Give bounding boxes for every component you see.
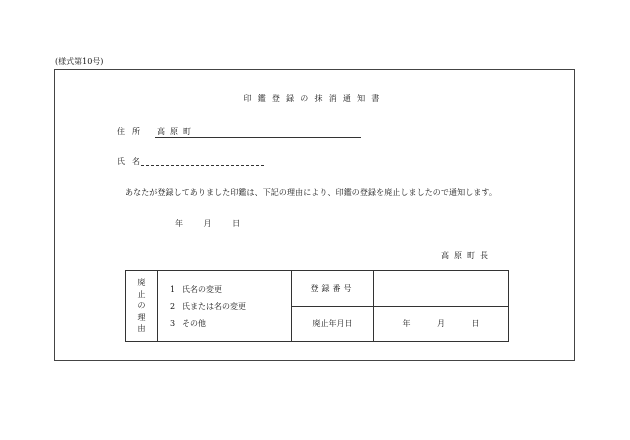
- address-label: 住所: [117, 127, 147, 136]
- registration-number-label: 登録番号: [292, 271, 374, 307]
- reason-item: 3 その他: [170, 318, 206, 328]
- notice-body-text: あなたが登録してありました印鑑は、下記の理由により、印鑑の登録を廃止しましたので通知します。: [125, 188, 497, 197]
- reason-list: [158, 271, 292, 342]
- name-underline: [141, 165, 264, 166]
- document-title: 印鑑登録の抹消通知書: [243, 94, 386, 103]
- date-year: 年: [175, 219, 183, 228]
- abolition-reason-table: [125, 270, 509, 342]
- form-number: (様式第10号): [55, 57, 104, 66]
- name-label: 氏名: [117, 157, 147, 166]
- notice-date: [175, 218, 258, 229]
- reason-header: 廃 止 の 理 由: [126, 271, 158, 342]
- abolition-date-value: 年 月 日: [374, 306, 509, 342]
- address-value: 高原町: [157, 127, 196, 136]
- notice-frame: [54, 69, 575, 361]
- address-underline: [155, 137, 361, 138]
- reason-item: 1 氏名の変更: [170, 284, 222, 294]
- date-day: 日: [232, 219, 241, 228]
- reason-item: 2 氏または名の変更: [170, 301, 246, 311]
- date-month: 月: [203, 219, 212, 228]
- abolition-date-label: 廃止年月日: [292, 306, 374, 342]
- signer-title: 高原町長: [441, 251, 493, 260]
- registration-number-value: [374, 271, 509, 307]
